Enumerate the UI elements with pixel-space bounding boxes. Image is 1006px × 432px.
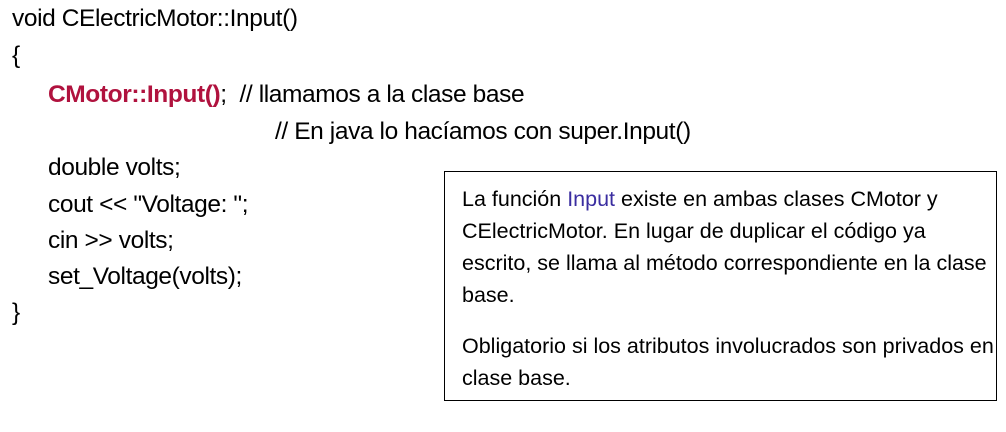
note-keyword-input: Input [567, 187, 616, 211]
code-cout-line: cout << "Voltage: "; [48, 191, 249, 218]
note-paragraph-1 [462, 183, 996, 311]
note-paragraph-2: Obligatorio si los atributos involucrados son privados en clase base. [462, 334, 994, 390]
code-cin-line: cin >> volts; [48, 227, 174, 254]
note-p1-after: existe en ambas clases CMotor y CElectricMotor. En lugar de duplicar el código ya escrito, se llama al método correspondiente en la clase base. [462, 187, 987, 307]
code-signature: void CElectricMotor::Input() [12, 5, 298, 32]
code-open-brace: { [12, 42, 20, 69]
base-call-comment: // llamamos a la clase base [226, 81, 525, 108]
note-p1-before: La función [462, 187, 568, 211]
base-call-highlight: CMotor::Input() [48, 81, 221, 108]
note-box [444, 171, 997, 401]
code-close-brace: } [12, 299, 20, 326]
code-decl-volts: double volts; [48, 154, 181, 181]
code-set-line: set_Voltage(volts); [48, 263, 242, 290]
code-java-comment: // En java lo hacíamos con super.Input() [275, 118, 691, 145]
base-call-semicolon: ; [220, 81, 227, 108]
code-base-call-line [48, 80, 524, 110]
